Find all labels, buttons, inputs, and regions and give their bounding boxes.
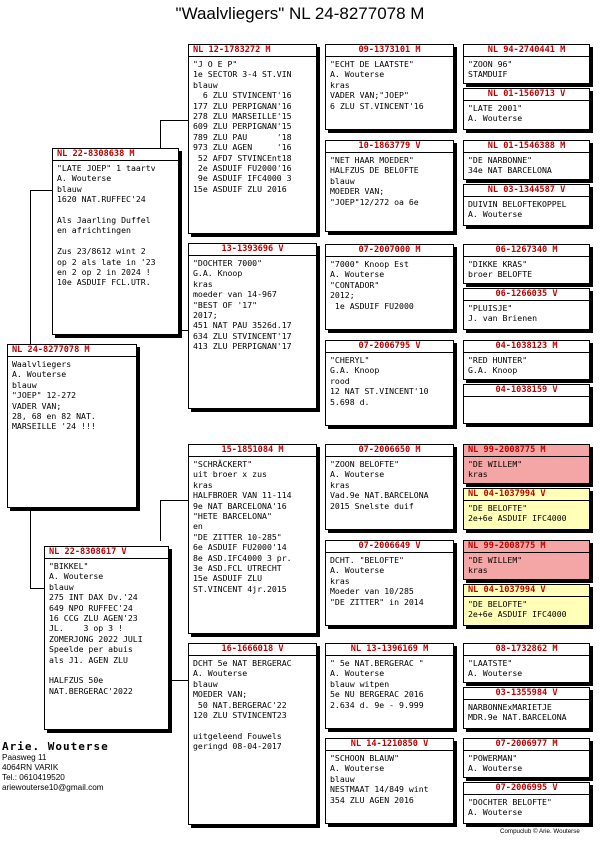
pedigree-card-fmf[interactable] — [325, 244, 454, 330]
connector-line — [30, 190, 53, 345]
pedigree-card-g5[interactable] — [463, 244, 590, 284]
ring-number: 07-2006795 V — [326, 341, 453, 353]
pedigree-card-g2[interactable] — [463, 88, 590, 130]
owner-info — [2, 740, 109, 793]
connector-line — [160, 500, 189, 541]
owner-email: ariewouterse10@gmail.com — [2, 783, 104, 792]
ring-number: 16-1666018 V — [189, 644, 316, 656]
pedigree-card-g13[interactable] — [463, 643, 590, 683]
pedigree-card-mf[interactable] — [188, 444, 317, 634]
ring-number: 13-1393696 V — [189, 244, 316, 256]
footer-credit: Compuclub © Arie. Wouterse — [500, 828, 580, 835]
pedigree-card-g14[interactable] — [463, 687, 590, 729]
pedigree-card-g7[interactable] — [463, 340, 590, 380]
card-details: "DE BELOFTE" 2e+6e ASDUIF IFC4000 — [468, 503, 567, 524]
connector-line — [30, 508, 45, 589]
owner-name: Arie. Wouterse — [2, 740, 109, 753]
card-details: "ECHT DE LAATSTE" A. Wouterse kras VADER VAN;"JOEP" 6 ZLU ST.VINCENT'16 — [330, 59, 424, 111]
ring-number: 04-1038159 V — [464, 385, 589, 397]
pedigree-card-mm[interactable] — [188, 643, 317, 825]
ring-number: 03-1355984 V — [464, 688, 589, 700]
page-title: "Waalvliegers" NL 24-8277078 M — [175, 4, 425, 23]
ring-number: NL 12-1783272 M — [189, 45, 316, 57]
pedigree-card-g1[interactable] — [463, 44, 590, 84]
card-details: "DIKKE KRAS" broer BELOFTE — [468, 259, 533, 280]
ring-number: 08-1732862 M — [464, 644, 589, 656]
ring-number: 07-2006650 M — [326, 445, 453, 457]
pedigree-card-g6[interactable] — [463, 288, 590, 330]
ring-number: NL 24-8277078 M — [8, 345, 136, 357]
card-details: "7000" Knoop Est A. Wouterse "CONTADOR" 2012; 1e ASDUIF FU2000 — [330, 259, 414, 311]
ring-number: NL 22-8308617 V — [45, 547, 168, 559]
pedigree-card-g8[interactable] — [463, 384, 590, 424]
pedigree-card-mfm[interactable] — [325, 540, 454, 626]
pedigree-card-ffm[interactable] — [325, 140, 454, 232]
ring-number: 07-2006649 V — [326, 541, 453, 553]
card-details: "DOCHTER 7000" G.A. Knoop kras moeder van 14-967 "BEST OF '17" 2017; 451 NAT PAU 3526d.17 634 ZLU STVINCENT'17 413 ZLU PERPIGNAN'17 — [193, 258, 292, 352]
pedigree-card-father[interactable] — [52, 148, 179, 335]
owner-address: Paasweg 11 — [2, 753, 47, 762]
card-details: DCHT. "BELOFTE" A. Wouterse kras Moeder van 10/285 "DE ZITTER" in 2014 — [330, 555, 424, 607]
ring-number: 15-1851084 M — [189, 445, 316, 457]
owner-phone: Tel.: 0610419520 — [2, 773, 65, 782]
ring-number: NL 99-2008775 M — [464, 445, 589, 457]
card-details: "BIKKEL" A. Wouterse blauw 275 INT DAX Dv.'24 649 NPO RUFFEC'24 16 CCG ZLU AGEN'23 JL. 3 op 3 ! ZOMERJONG 2022 JULI Speelde per abuis als J1. AGEN ZLU HALFZUS 50e NAT.BERGERAC'2022 — [49, 561, 143, 696]
pedigree-card-fmm[interactable] — [325, 340, 454, 426]
pedigree-card-main[interactable] — [7, 344, 137, 508]
pedigree-card-g15[interactable] — [463, 738, 590, 778]
card-details: "SCHRÄCKERT" uit broer x zus kras HALFBROER VAN 11-114 9e NAT BARCELONA'16 "HETE BARCELONA" en "DE ZITTER 10-285" 6e ASDUIF FU2000'14 8e ASD.IFC4000 3 pr. 3e ASD.FCL UTRECHT 15e ASDUIF ZLU ST.VINCENT 4jr.2015 — [193, 459, 292, 594]
pedigree-card-ff[interactable] — [188, 44, 317, 234]
owner-city: 4064RN VARIK — [2, 763, 59, 772]
ring-number: NL 22-8308638 M — [53, 149, 178, 161]
ring-number: 06-1267340 M — [464, 245, 589, 257]
card-details: Waalvliegers A. Wouterse blauw "JOEP" 12-272 VADER VAN; 28, 68 en 82 NAT. MARSEILLE '24 !!! — [12, 359, 96, 432]
ring-number: NL 03-1344587 V — [464, 185, 589, 197]
ring-number: NL 94-2740441 M — [464, 45, 589, 57]
card-details — [464, 397, 589, 399]
ring-number: NL 99-2008775 M — [464, 541, 589, 553]
card-details: "LATE 2001" A. Wouterse — [468, 103, 523, 124]
card-details: "DE BELOFTE" 2e+6e ASDUIF IFC4000 — [468, 599, 567, 620]
pedigree-card-g9[interactable] — [463, 444, 590, 484]
pedigree-card-mff[interactable] — [325, 444, 454, 530]
card-details: "RED HUNTER" G.A. Knoop — [468, 355, 528, 376]
ring-number: 06-1266035 V — [464, 289, 589, 301]
pedigree-card-g4[interactable] — [463, 184, 590, 226]
card-details: "DE WILLEM" kras — [468, 555, 523, 576]
ring-number: NL 04-1037994 V — [464, 489, 589, 501]
pedigree-card-g3[interactable] — [463, 140, 590, 180]
pedigree-card-mother[interactable] — [44, 546, 169, 730]
ring-number: NL 01-1546388 M — [464, 141, 589, 153]
ring-number: 07-2006977 M — [464, 739, 589, 751]
card-details: "ZOON BELOFTE" A. Wouterse kras Vad.9e NAT.BARCELONA 2015 Snelste duif — [330, 459, 429, 511]
ring-number: NL 13-1396169 M — [326, 644, 453, 656]
card-details: "SCHOON BLAUW" A. Wouterse blauw NESTMAAT 14/849 wint 354 ZLU AGEN 2016 — [330, 753, 429, 805]
ring-number: 07-2006995 V — [464, 783, 589, 795]
card-details: "J O E P" 1e SECTOR 3-4 ST.VIN blauw 6 ZLU STVINCENT'16 177 ZLU PERPIGNAN'16 278 ZLU MARSEILLE'15 609 ZLU PERPIGNAN'15 789 ZLU PAU '18 973 ZLU AGEN '16 52 AFD7 STVINCEnt18 2e ASDUIF FU2000'16 9e ASDUIF IFC4000 3 15e ASDUIF ZLU 2016 — [193, 59, 292, 194]
card-details: "DE WILLEM" kras — [468, 459, 523, 480]
pedigree-card-mmm[interactable] — [325, 738, 454, 824]
ring-number: NL 04-1037994 V — [464, 585, 589, 597]
card-details: "CHERYL" G.A. Knoop rood 12 NAT ST.VINCENT'10 5.698 d. — [330, 355, 429, 407]
ring-number: NL 01-1560713 V — [464, 89, 589, 101]
pedigree-card-g10[interactable] — [463, 488, 590, 530]
pedigree-card-g16[interactable] — [463, 782, 590, 824]
card-details: "LAATSTE" A. Wouterse — [468, 658, 523, 679]
card-details: "ZOON 96" STAMDUIF — [468, 59, 513, 80]
ring-number: 07-2007000 M — [326, 245, 453, 257]
pedigree-card-mmf[interactable] — [325, 643, 454, 729]
ring-number: 10-1863779 V — [326, 141, 453, 153]
ring-number: NL 14-1210850 V — [326, 739, 453, 751]
pedigree-card-g12[interactable] — [463, 584, 590, 626]
ring-number: 04-1038123 M — [464, 341, 589, 353]
card-details: "PLUISJE" J. van Brienen — [468, 303, 538, 324]
card-details: "DE NARBONNE" 34e NAT BARCELONA — [468, 155, 552, 176]
card-details: " 5e NAT.BERGERAC " A. Wouterse blauw witpen 5e NU BERGERAC 2016 2.634 d. 9e - 9.999 — [330, 658, 424, 710]
card-details: NARBONNExMARIETJE MDR.9e NAT.BARCELONA — [468, 702, 567, 723]
card-details: "POWERMAN" A. Wouterse — [468, 753, 523, 774]
card-details: DUIVIN BELOFTEKOPPEL A. Wouterse — [468, 199, 567, 220]
pedigree-card-fm[interactable] — [188, 243, 317, 409]
ring-number: 09-1373101 M — [326, 45, 453, 57]
pedigree-card-g11[interactable] — [463, 540, 590, 580]
card-details: "DOCHTER BELOFTE" A. Wouterse — [468, 797, 552, 818]
card-details: DCHT 5e NAT BERGERAC A. Wouterse blauw MOEDER VAN; 50 NAT.BERGERAC'22 120 ZLU STVINCENT23 uitgeleend Fouwels geringd 08-04-2017 — [193, 658, 292, 752]
card-details: "NET HAAR MOEDER" HALFZUS DE BELOFTE blauw MOEDER VAN; "JOEP"12/272 oa 6e — [330, 155, 419, 207]
pedigree-card-fff[interactable] — [325, 44, 454, 130]
card-details: "LATE JOEP" 1 taartv A. Wouterse blauw 1620 NAT.RUFFEC'24 Als Jaarling Duffel en africhtingen Zus 23/8612 wint 2 op 2 als late in '23 en 2 op 2 in 2024 ! 10e ASDUIF FCL.UTR. — [57, 163, 156, 288]
